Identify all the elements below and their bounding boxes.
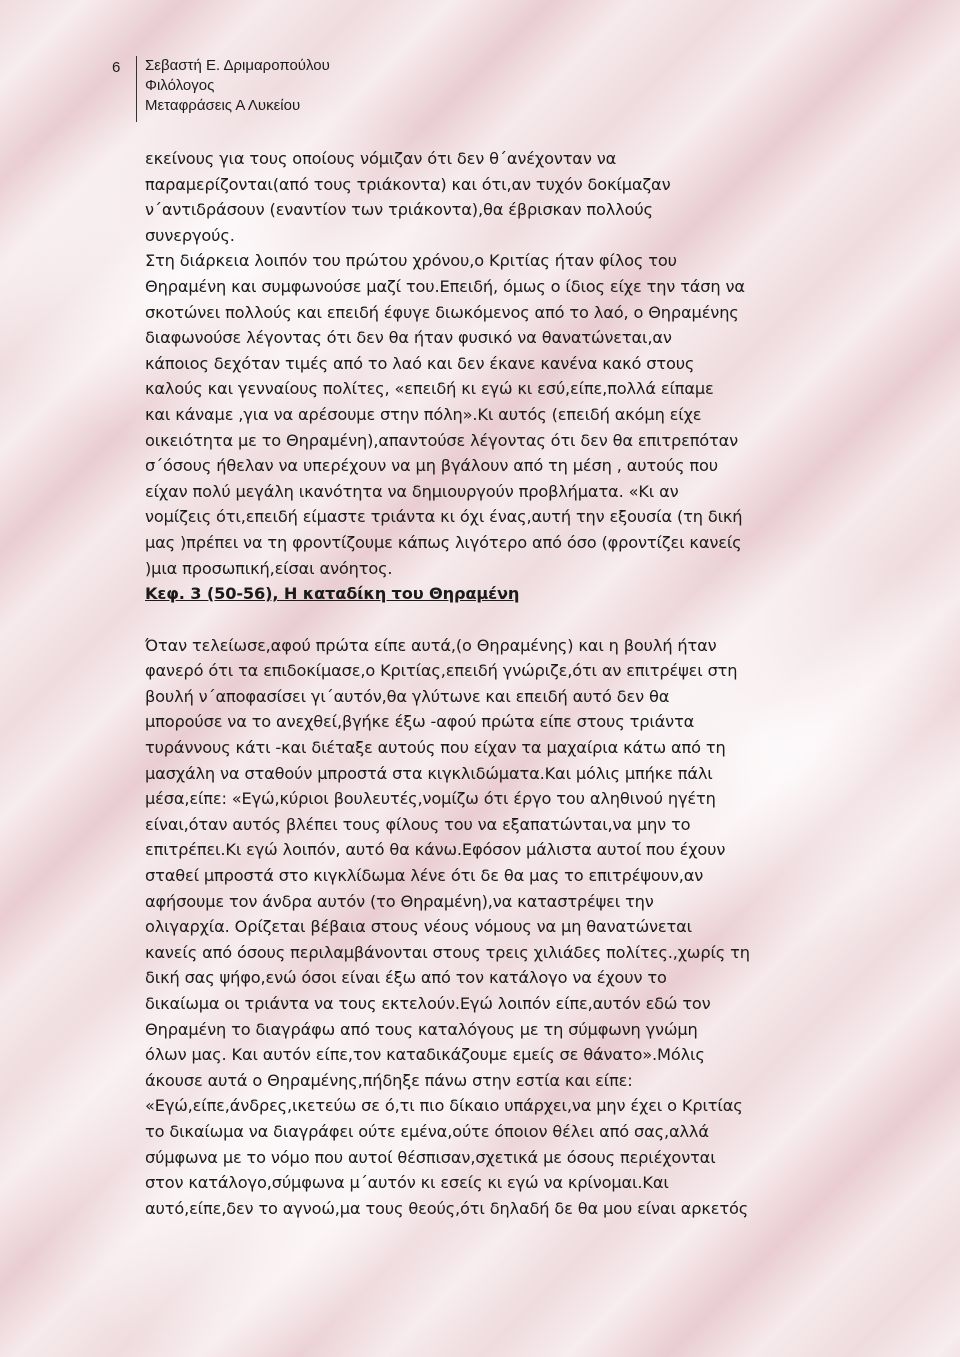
- header-divider: [136, 56, 137, 122]
- text-line: ολιγαρχία. Ορίζεται βέβαια στους νέους νόμους να μη θανατώνεται: [145, 917, 692, 937]
- text-line: Θηραμένη το διαγράφω από τους καταλόγους με τη σύμφωνη γνώμη: [145, 1019, 698, 1039]
- text-line: σύμφωνα με το νόμο που αυτοί θέσπισαν,σχετικά με όσους περιέχονται: [145, 1147, 716, 1167]
- text-line: επιτρέπει.Κι εγώ λοιπόν, αυτό θα κάνω.Εφόσον μάλιστα αυτοί που έχουν: [145, 840, 726, 860]
- text-line: καλούς και γενναίους πολίτες, «επειδή κι εγώ κι εσύ,είπε,πολλά είπαμε: [145, 379, 714, 399]
- author-profession: Φιλόλογος: [145, 77, 215, 94]
- text-line: μπορούσε να το ανεχθεί,βγήκε έξω -αφού πρώτα είπε στους τριάντα: [145, 712, 695, 732]
- text-line: μασχάλη να σταθούν μπροστά στα κιγκλιδώματα.Και μόλις μπήκε πάλι: [145, 763, 713, 783]
- text-line: δική σας ψήφο,ενώ όσοι είναι έξω από τον κατάλογο να έχουν το: [145, 968, 667, 988]
- paragraph-gap: [145, 607, 825, 633]
- text-line: Θηραμένη και συμφωνούσε μαζί του.Επειδή, όμως ο ίδιος είχε την τάση να: [145, 276, 745, 296]
- document-body: [145, 146, 825, 1221]
- text-line: εκείνους για τους οποίους νόμιζαν ότι δεν θ΄ανέχονταν να: [145, 149, 617, 168]
- text-line: είχαν πολύ μεγάλη ικανότητα να δημιουργούν προβλήματα. «Κι αν: [145, 481, 679, 501]
- author-name: Σεβαστή Ε. Δριμαροπούλου: [145, 57, 330, 74]
- text-line: άκουσε αυτά ο Θηραμένης,πήδηξε πάνω στην εστία και είπε:: [145, 1070, 633, 1090]
- text-line: κανείς από όσους περιλαμβάνονται στους τρεις χιλιάδες πολίτες.,χωρίς τη: [145, 942, 750, 962]
- document-subject: Μεταφράσεις Α Λυκείου: [145, 97, 301, 114]
- text-line: σ΄όσους ήθελαν να υπερέχουν να μη βγάλουν από τη μέση , αυτούς που: [145, 456, 718, 476]
- text-line: μέσα,είπε: «Εγώ,κύριοι βουλευτές,νομίζω ότι έργο του αληθινού ηγέτη: [145, 789, 716, 809]
- text-line: νομίζεις ότι,επειδή είμαστε τριάντα κι όχι ένας,αυτή την εξουσία (τη δική: [145, 507, 743, 527]
- text-line: κάποιος δεχόταν τιμές από το λαό και δεν έκανε κανένα κακό στους: [145, 353, 695, 373]
- text-line: οικειότητα με το Θηραμένη),απαντούσε λέγοντας ότι δεν θα επιτρεπόταν: [145, 430, 739, 450]
- paragraph-section-1: [145, 146, 825, 581]
- text-line: και κάναμε ,για να αρέσουμε στην πόλη».Κι αυτός (επειδή ακόμη είχε: [145, 404, 702, 424]
- text-line: ν΄αντιδράσουν (εναντίον των τριάκοντα),θα έβρισκαν πολλούς: [145, 200, 653, 220]
- text-line: σταθεί μπροστά στο κιγκλίδωμα λένε ότι δε θα μας το επιτρέψουν,αν: [145, 866, 704, 886]
- text-line: παραμερίζονται(από τους τριάκοντα) και ότι,αν τυχόν δοκίμαζαν: [145, 174, 671, 194]
- text-line: στον κατάλογο,σύμφωνα μ΄αυτόν κι εσείς κι εγώ να κρίνομαι.Και: [145, 1173, 669, 1193]
- text-line: διαφωνούσε λέγοντας ότι δεν θα ήταν φυσικό να θανατώνεται,αν: [145, 328, 672, 348]
- text-line: είναι,όταν αυτός βλέπει τους φίλους του να εξαπατώνται,να μην το: [145, 814, 691, 834]
- text-line: Όταν τελείωσε,αφού πρώτα είπε αυτά,(ο Θηραμένης) και η βουλή ήταν: [145, 635, 717, 655]
- text-line: αφήσουμε τον άνδρα αυτόν (το Θηραμένη),να καταστρέψει την: [145, 891, 654, 911]
- page-header: [112, 56, 330, 122]
- text-line: όλων μας. Και αυτόν είπε,τον καταδικάζουμε εμείς σε θάνατο».Μόλις: [145, 1045, 705, 1065]
- text-line: αυτό,είπε,δεν το αγνοώ,μα τους θεούς,ότι δηλαδή δε θα μου είναι αρκετός: [145, 1198, 749, 1218]
- text-line: δικαίωμα οι τριάντα να τους εκτελούν.Εγώ λοιπόν είπε,αυτόν εδώ τον: [145, 994, 711, 1013]
- paragraph-section-2: [145, 633, 825, 1222]
- text-line: μας )πρέπει να τη φροντίζουμε κάπως λιγότερο από όσο (φροντίζει κανείς: [145, 532, 742, 552]
- page-number: 6: [112, 59, 121, 76]
- text-line: Στη διάρκεια λοιπόν του πρώτου χρόνου,ο Κριτίας ήταν φίλος του: [145, 251, 677, 271]
- text-line: σκοτώνει πολλούς και επειδή έφυγε διωκόμενος από το λαό, ο Θηραμένης: [145, 302, 739, 322]
- text-line: βουλή ν΄αποφασίσει γι΄αυτόν,θα γλύτωνε και επειδή αυτό δεν θα: [145, 686, 670, 706]
- text-line: )μια προσωπική,είσαι ανόητος.: [145, 558, 393, 578]
- text-line: τυράννους κάτι -και διέταξε αυτούς που είχαν τα μαχαίρια κάτω από τη: [145, 738, 726, 758]
- header-info: [145, 56, 330, 116]
- section-heading: Κεφ. 3 (50-56), Η καταδίκη του Θηραμένη: [145, 584, 520, 604]
- text-line: φανερό ότι τα επιδοκίμασε,ο Κριτίας,επειδή γνώριζε,ότι αν επιτρέψει στη: [145, 661, 738, 681]
- text-line: συνεργούς.: [145, 225, 235, 245]
- text-line: το δικαίωμα να διαγράφει ούτε εμένα,ούτε όποιον θέλει από σας,αλλά: [145, 1121, 709, 1141]
- text-line: «Εγώ,είπε,άνδρες,ικετεύω σε ό,τι πιο δίκαιο υπάρχει,να μην έχει ο Κριτίας: [145, 1096, 743, 1116]
